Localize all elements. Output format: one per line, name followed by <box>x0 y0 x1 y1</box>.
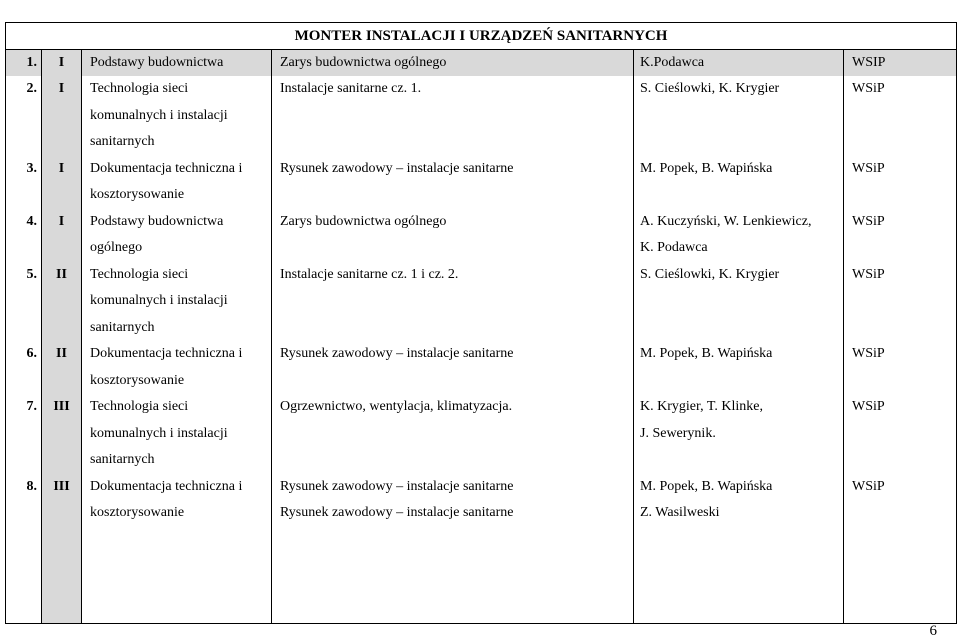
row-title-line: Rysunek zawodowy – instalacje sanitarne <box>280 505 514 520</box>
row-subject <box>82 262 272 342</box>
row-publisher: WSiP <box>844 262 957 342</box>
row-author <box>634 341 844 394</box>
row-subject-line: sanitarnych <box>90 134 155 149</box>
textbook-table <box>5 22 957 624</box>
row-publisher: WSiP <box>844 341 957 394</box>
table-row <box>6 474 957 527</box>
row-subject <box>82 394 272 474</box>
row-subject-line: Podstawy budownictwa <box>90 55 224 70</box>
row-subject <box>82 209 272 262</box>
row-author <box>634 474 844 527</box>
row-publisher: WSiP <box>844 474 957 527</box>
row-class: III <box>42 394 82 474</box>
row-number: 1. <box>6 50 42 77</box>
row-subject <box>82 156 272 209</box>
row-publisher: WSiP <box>844 209 957 262</box>
row-number: 8. <box>6 474 42 527</box>
row-author <box>634 394 844 474</box>
row-subject <box>82 341 272 394</box>
row-subject-line: kosztorysowanie <box>90 505 185 520</box>
row-subject-line: Technologia sieci <box>90 81 189 96</box>
row-author-line: A. Kuczyński, W. Lenkiewicz, <box>640 213 812 229</box>
table-row <box>6 341 957 394</box>
table-row <box>6 262 957 342</box>
row-author <box>634 156 844 209</box>
row-author <box>634 50 844 77</box>
row-author-line: K.Podawca <box>640 55 705 70</box>
row-subject-line: Dokumentacja techniczna i <box>90 160 243 176</box>
table-row <box>6 209 957 262</box>
row-title-line: Ogrzewnictwo, wentylacja, klimatyzacja. <box>280 399 513 414</box>
row-author-line: J. Sewerynik. <box>640 425 716 441</box>
row-subject <box>82 76 272 156</box>
table-row <box>6 50 957 77</box>
row-title-line: Rysunek zawodowy – instalacje sanitarne <box>280 346 514 361</box>
row-author-line: K. Podawca <box>640 240 708 255</box>
row-publisher: WSIP <box>844 50 957 77</box>
row-author <box>634 76 844 156</box>
table-row <box>6 156 957 209</box>
row-author-line: M. Popek, B. Wapińska <box>640 478 773 494</box>
row-author-line: M. Popek, B. Wapińska <box>640 346 773 361</box>
row-publisher: WSiP <box>844 394 957 474</box>
tail-cell <box>82 527 272 624</box>
page-number: 6 <box>929 623 937 639</box>
row-class: III <box>42 474 82 527</box>
title-row <box>6 23 957 50</box>
row-title <box>272 50 634 77</box>
row-number: 7. <box>6 394 42 474</box>
row-subject-line: komunalnych i instalacji <box>90 293 228 308</box>
tail-cell <box>42 527 82 624</box>
row-subject-line: komunalnych i instalacji <box>90 107 228 123</box>
row-subject-line: Technologia sieci <box>90 266 189 282</box>
row-class: II <box>42 341 82 394</box>
row-subject-line: sanitarnych <box>90 452 155 467</box>
row-class: II <box>42 262 82 342</box>
row-subject-line: sanitarnych <box>90 319 155 335</box>
tail-cell <box>272 527 634 624</box>
row-number: 6. <box>6 341 42 394</box>
row-number: 5. <box>6 262 42 342</box>
row-subject-line: komunalnych i instalacji <box>90 425 228 441</box>
row-title <box>272 156 634 209</box>
row-subject <box>82 474 272 527</box>
tail-cell <box>844 527 957 624</box>
page-title: MONTER INSTALACJI I URZĄDZEŃ SANITARNYCH <box>6 23 957 50</box>
table-tail-row <box>6 527 957 624</box>
row-title-line: Rysunek zawodowy – instalacje sanitarne <box>280 160 514 176</box>
row-title <box>272 262 634 342</box>
row-subject-line: Dokumentacja techniczna i <box>90 346 243 361</box>
row-title-line: Rysunek zawodowy – instalacje sanitarne <box>280 478 514 494</box>
row-title-line: Instalacje sanitarne cz. 1. <box>280 81 422 96</box>
row-class: I <box>42 156 82 209</box>
row-publisher: WSiP <box>844 156 957 209</box>
row-title <box>272 474 634 527</box>
row-author-line: Z. Wasilweski <box>640 505 720 520</box>
row-author-line: S. Cieślowki, K. Krygier <box>640 266 780 282</box>
row-title-line: Zarys budownictwa ogólnego <box>280 55 447 70</box>
row-author-line: K. Krygier, T. Klinke, <box>640 399 763 414</box>
row-subject-line: Dokumentacja techniczna i <box>90 478 243 494</box>
row-author-line: S. Cieślowki, K. Krygier <box>640 81 780 96</box>
row-title-line: Zarys budownictwa ogólnego <box>280 213 447 229</box>
row-number: 2. <box>6 76 42 156</box>
row-title <box>272 394 634 474</box>
row-title <box>272 209 634 262</box>
row-title-line: Instalacje sanitarne cz. 1 i cz. 2. <box>280 266 459 282</box>
row-title <box>272 341 634 394</box>
row-publisher: WSiP <box>844 76 957 156</box>
table-body <box>6 23 957 624</box>
row-author <box>634 262 844 342</box>
table-row <box>6 394 957 474</box>
row-class: I <box>42 50 82 77</box>
row-subject-line: Technologia sieci <box>90 399 189 414</box>
row-subject <box>82 50 272 77</box>
row-subject-line: Podstawy budownictwa <box>90 213 224 229</box>
row-class: I <box>42 76 82 156</box>
row-author <box>634 209 844 262</box>
tail-cell <box>634 527 844 624</box>
row-subject-line: ogólnego <box>90 240 143 255</box>
row-number: 4. <box>6 209 42 262</box>
row-author-line: M. Popek, B. Wapińska <box>640 160 773 176</box>
row-class: I <box>42 209 82 262</box>
table-row <box>6 76 957 156</box>
row-subject-line: kosztorysowanie <box>90 187 185 202</box>
tail-cell <box>6 527 42 624</box>
row-number: 3. <box>6 156 42 209</box>
row-title <box>272 76 634 156</box>
row-subject-line: kosztorysowanie <box>90 372 185 388</box>
